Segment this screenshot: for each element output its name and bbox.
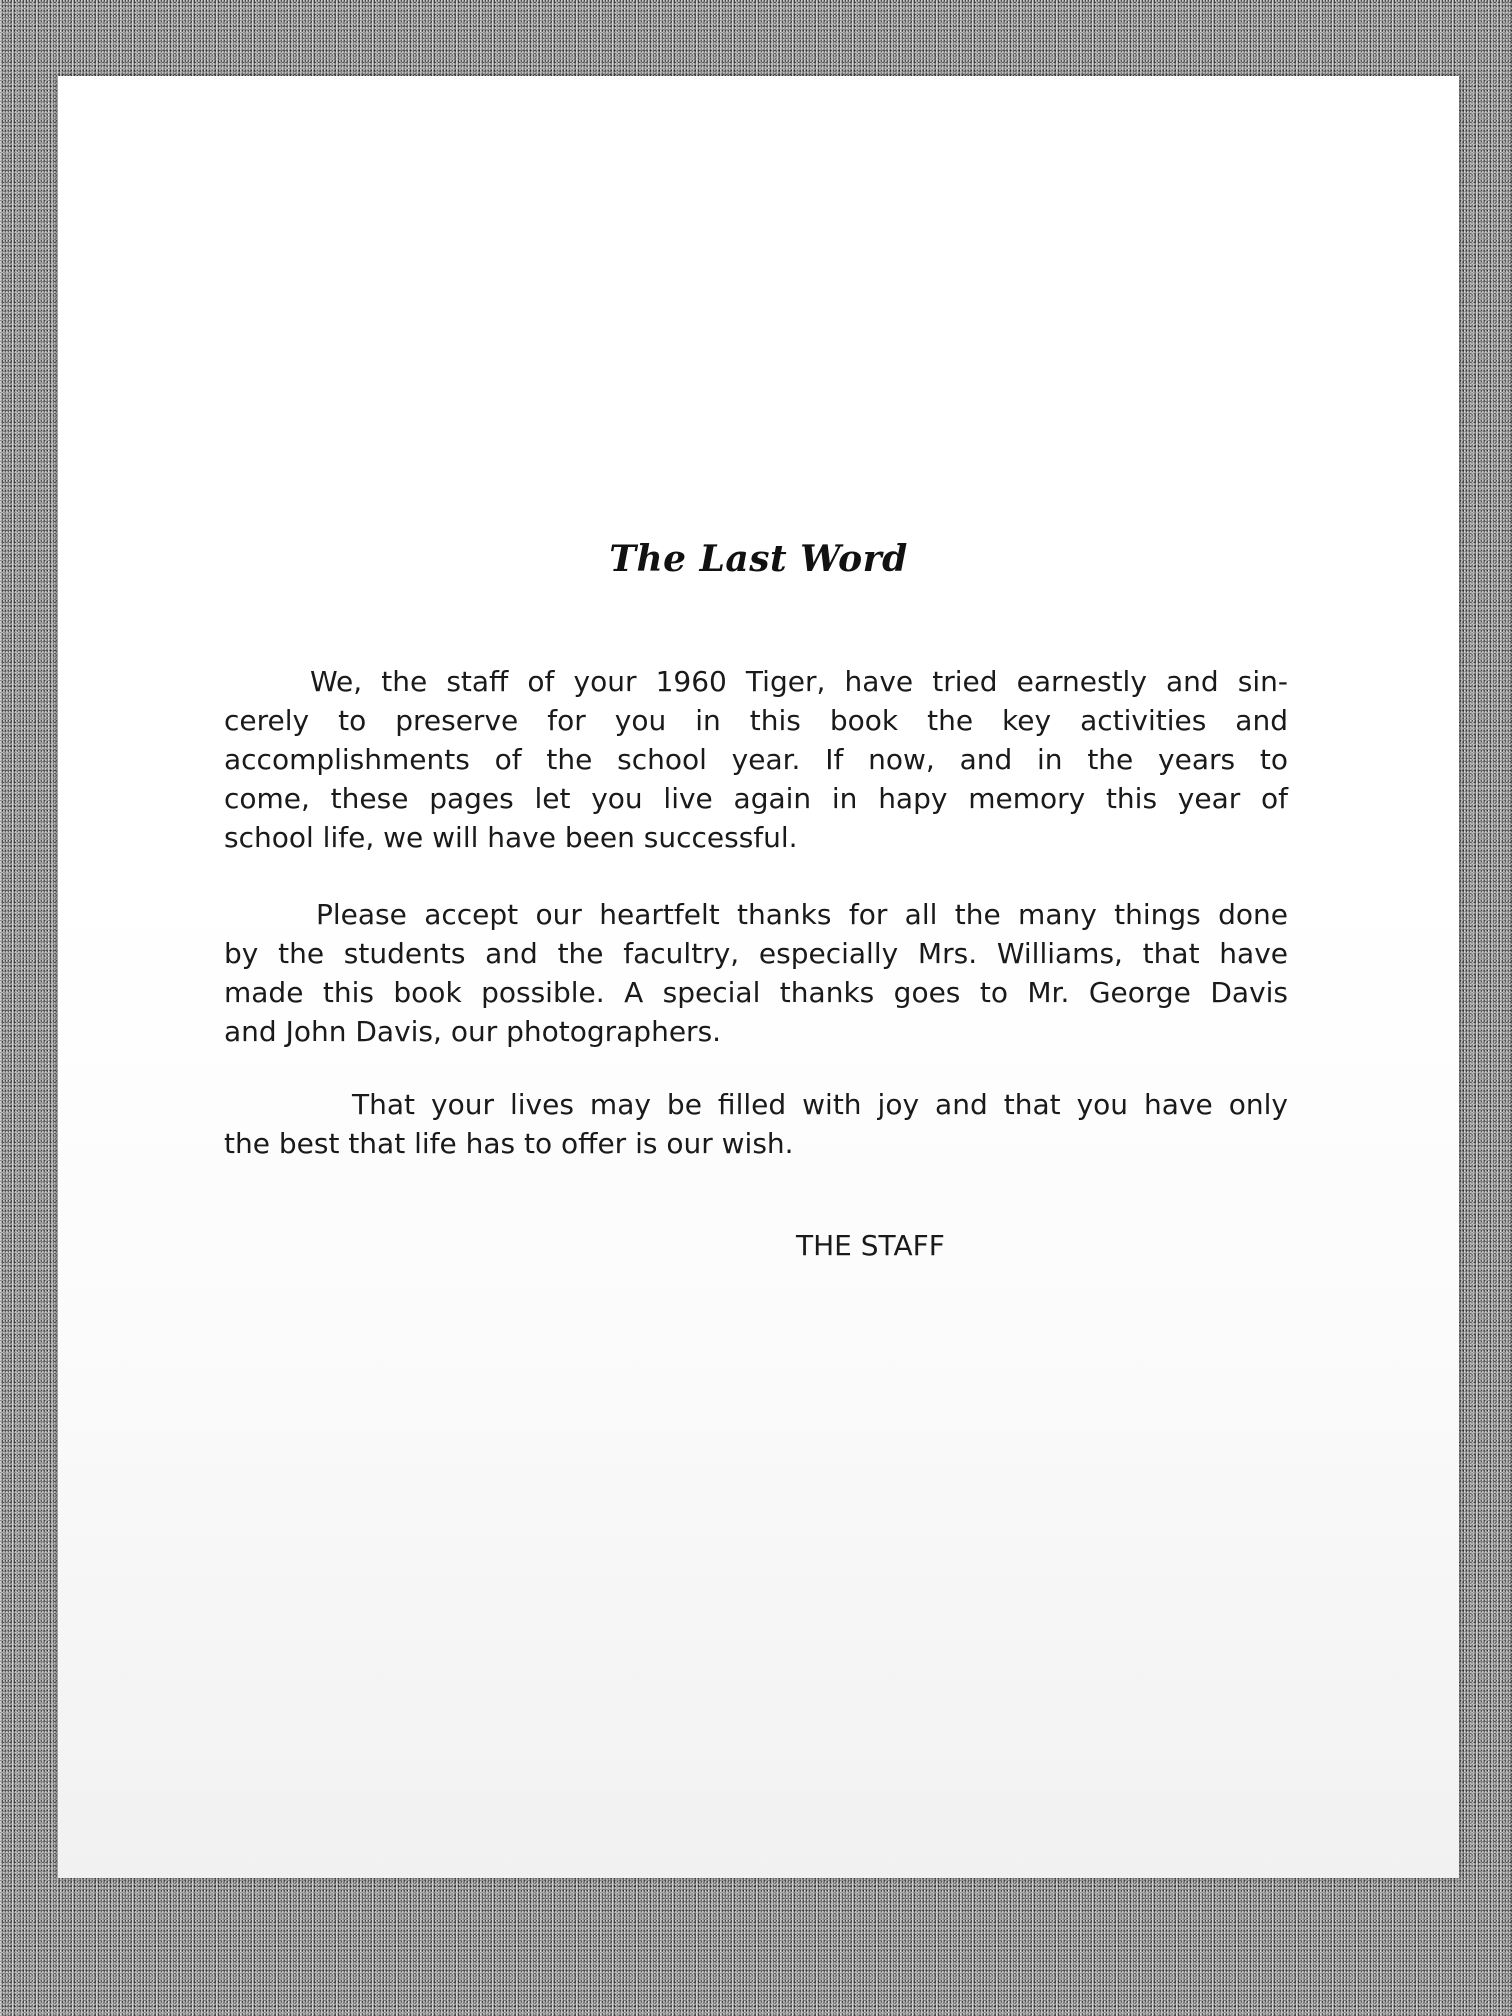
page-title: The Last Word xyxy=(609,538,908,580)
paragraph-line: made this book possible. A special thanks goes to Mr. George Davis xyxy=(224,976,1288,1009)
paragraph-intro xyxy=(224,662,1288,857)
paragraph-line: school life, we will have been successful. xyxy=(224,821,798,854)
paragraph-thanks xyxy=(224,895,1288,1051)
paragraph-line: by the students and the facultry, especially Mrs. Williams, that have xyxy=(224,937,1288,970)
paragraph-line: That your lives may be filled with joy and that you have only xyxy=(352,1088,1288,1121)
paragraph-line: the best that life has to offer is our wish. xyxy=(224,1127,794,1160)
paragraph-line: come, these pages let you live again in hapy memory this year of xyxy=(224,782,1288,815)
paragraph-line: and John Davis, our photographers. xyxy=(224,1015,722,1048)
paragraph-wish xyxy=(224,1085,1288,1163)
paragraph-line: cerely to preserve for you in this book the key activities and xyxy=(224,704,1288,737)
paragraph-line: Please accept our heartfelt thanks for all the many things done xyxy=(316,898,1288,931)
paragraph-line: accomplishments of the school year. If now, and in the years to xyxy=(224,743,1288,776)
paragraph-line: We, the staff of your 1960 Tiger, have tried earnestly and sin- xyxy=(310,665,1288,698)
paper-page xyxy=(58,76,1459,1878)
signature: THE STAFF xyxy=(796,1229,945,1262)
